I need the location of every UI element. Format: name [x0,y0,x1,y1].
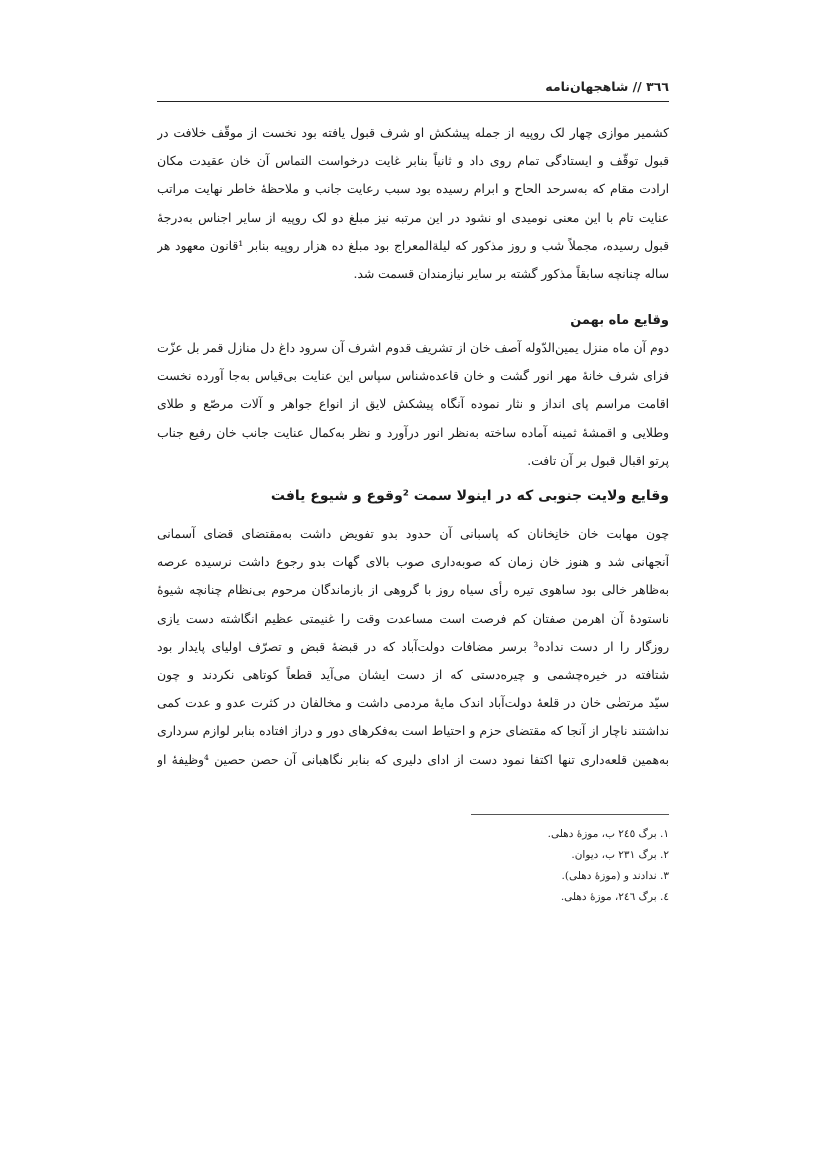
text-line: روزگار را ار دست نداده³ برسر مضافات دولت‌آباد که در قبضهٔ قبض و تصرّف اولیای پایدار بود [157,639,669,654]
footnote: ٢. برگ ٢٣١ ب، دیوان. [571,849,669,861]
text-line: آنجهانی شد و هنوز خان زمان که صوبه‌داری صوب بالای گهات بدو رجوع داشت نرسیده عرصه [157,555,669,570]
text-line: کشمیر موازی چهار لک روپیه از جمله پیشکش او شرف قبول یافته بود نخست از موقّف خلافت در [157,126,669,140]
text-line: قبول رسیده، مجملاً شب و روز مذکور که لیلةالمعراج بود مبلغ ده هزار روپیه بنابر ¹قانون معهود هر [157,238,669,253]
text-line: چون مهابت خان خانِخانان که پاسبانی آن حدود بدو تفویض داشت به‌مقتضای قضای آسمانی [157,527,669,541]
running-head: ٣٦٦ // شاهجهان‌نامه [545,79,669,94]
header-rule [157,101,669,102]
text-line: نداشتند ناچار از آنجا که مقتضای حزم و احتیاط است به‌فکرهای دور و دراز افتاده بنابر لوازم سرداری [157,724,669,739]
text-line: عنایت تام با این معنی نومیدی او نشود در این مرتبه نیز مبلغ دو لک روپیه از سایر اجناس به‌درجهٔ [157,210,669,225]
text-line: قبول توقّف و ایستادگی تمام روی داد و ثانیاً بنابر غایت درخواست التماس آن خان عقیدت مکان [157,154,669,169]
section-heading-south: وقایع ولایت جنوبی که در اینولا سمت ²وقوع و شیوع یافت [270,488,669,504]
text-line: وطلایی و اقمشهٔ ثمینه آماده ساخته به‌نظر انور درآورد و نظر به‌کمال عنایت جانب خان رفیع جناب [157,425,669,440]
footnotes [369,824,669,908]
text-line: اقامت مراسم پای انداز و نثار نموده آنگاه پیشکش لایق از انواع جواهر و آلات مرصّع و طلای [157,397,669,412]
text-line: دوم آن ماه منزل یمین‌الدّوله آصف خان از تشریف قدوم اشرف آن سرود داغ دل منازل قمر بل عزّت [157,341,669,355]
text-line: سیّد مرتضٰی خان در قلعهٔ دولت‌آباد اندک مایهٔ مردمی داشت و مخالفان در کثرت عدو و عدت کمی [157,696,669,711]
text-line: به‌ظاهر خالی بود ساهوی تیره رأی سیاه روز با گروهی از بازماندگان مرحوم بی‌نظام چنانچه شیوهٔ [157,583,669,598]
paragraph-1 [157,119,669,288]
text-line: ارادت مقام که به‌سرحد الحاح و ابرام رسیده بود سبب رعایت جانب و ملاحظهٔ خاطر نهایت مراتب [157,182,669,197]
section-heading-bahman: وقایع ماه بهمن [570,313,669,328]
text-line: ساله چنانچه سابقاً مذکور گشته بر سایر نیازمندان قسمت شد. [353,266,669,281]
paragraph-2 [157,334,669,475]
footnote: ٣. ندادند و (موزهٔ دهلی). [561,870,669,882]
text-line: شتافته در خیره‌چشمی و چیره‌دستی که از دست ایشان می‌آید قطعاً کوتاهی نکردند و چون [157,667,669,682]
text-line: فزای شرف خانهٔ مهر انور گشت و خان قاعده‌شناس سپاس این عنایت بی‌قیاس به‌جا آورده نخست [157,369,669,384]
footnote: ٤. برگ ٢٤٦، موزهٔ دهلی. [560,891,669,903]
footnote: ١. برگ ٢٤٥ ب، موزهٔ دهلی. [547,828,669,840]
text-line: ناستودهٔ آن اهرمن صفتان کم فرصت است مساعدت وقت را غنیمتی عظیم انگاشته دست یازی [157,611,669,626]
paragraph-3 [157,520,669,774]
text-line: به‌همین قلعه‌داری تنها اکتفا نمود دست از ادای دلیری که بنابر نگاهبانی آن حصن حصین ⁴وظیفهٔ او [157,752,669,767]
footnote-rule [471,814,669,815]
text-line: پرتو اقبال قبول بر آن تافت. [527,453,669,468]
